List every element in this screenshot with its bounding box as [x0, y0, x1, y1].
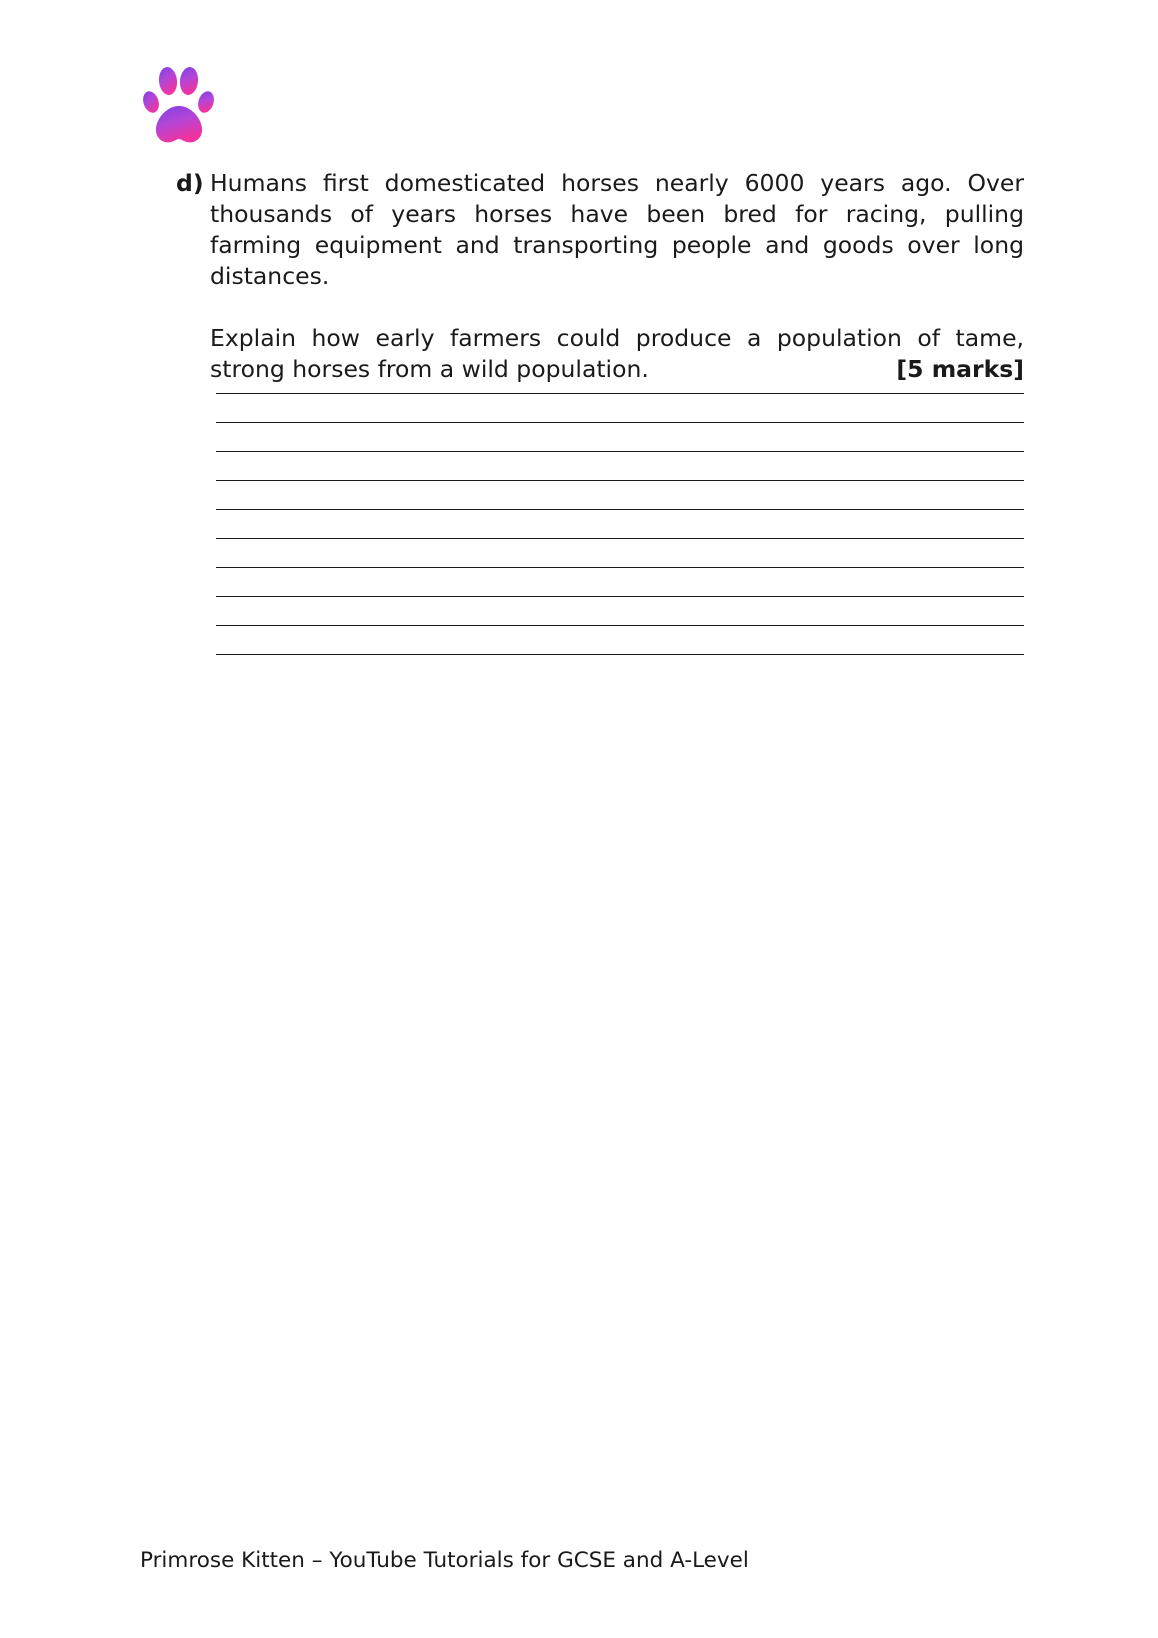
- question-body: [210, 168, 1024, 385]
- answer-line[interactable]: [216, 567, 1024, 568]
- answer-line[interactable]: [216, 538, 1024, 539]
- answer-line[interactable]: [216, 451, 1024, 452]
- paw-print-icon: [143, 66, 215, 148]
- answer-line[interactable]: [216, 393, 1024, 394]
- answer-line[interactable]: [216, 596, 1024, 597]
- marks-label: [5 marks]: [896, 355, 1024, 383]
- answer-line[interactable]: [216, 422, 1024, 423]
- answer-line[interactable]: [216, 509, 1024, 510]
- page-footer: Primrose Kitten – YouTube Tutorials for GCSE and A-Level: [140, 1548, 749, 1573]
- question-letter: d): [176, 169, 204, 197]
- answer-line[interactable]: [216, 480, 1024, 481]
- question-prompt: Explain how early farmers could produce a population of tame, strong horses from a wild population.: [210, 324, 1024, 383]
- question-context: Humans first domesticated horses nearly 6000 years ago. Over thousands of years horses have been bred for racing, pulling farming equipment and transporting people and goods over long distances.: [210, 169, 1024, 290]
- answer-line[interactable]: [216, 654, 1024, 655]
- answer-line[interactable]: [216, 625, 1024, 626]
